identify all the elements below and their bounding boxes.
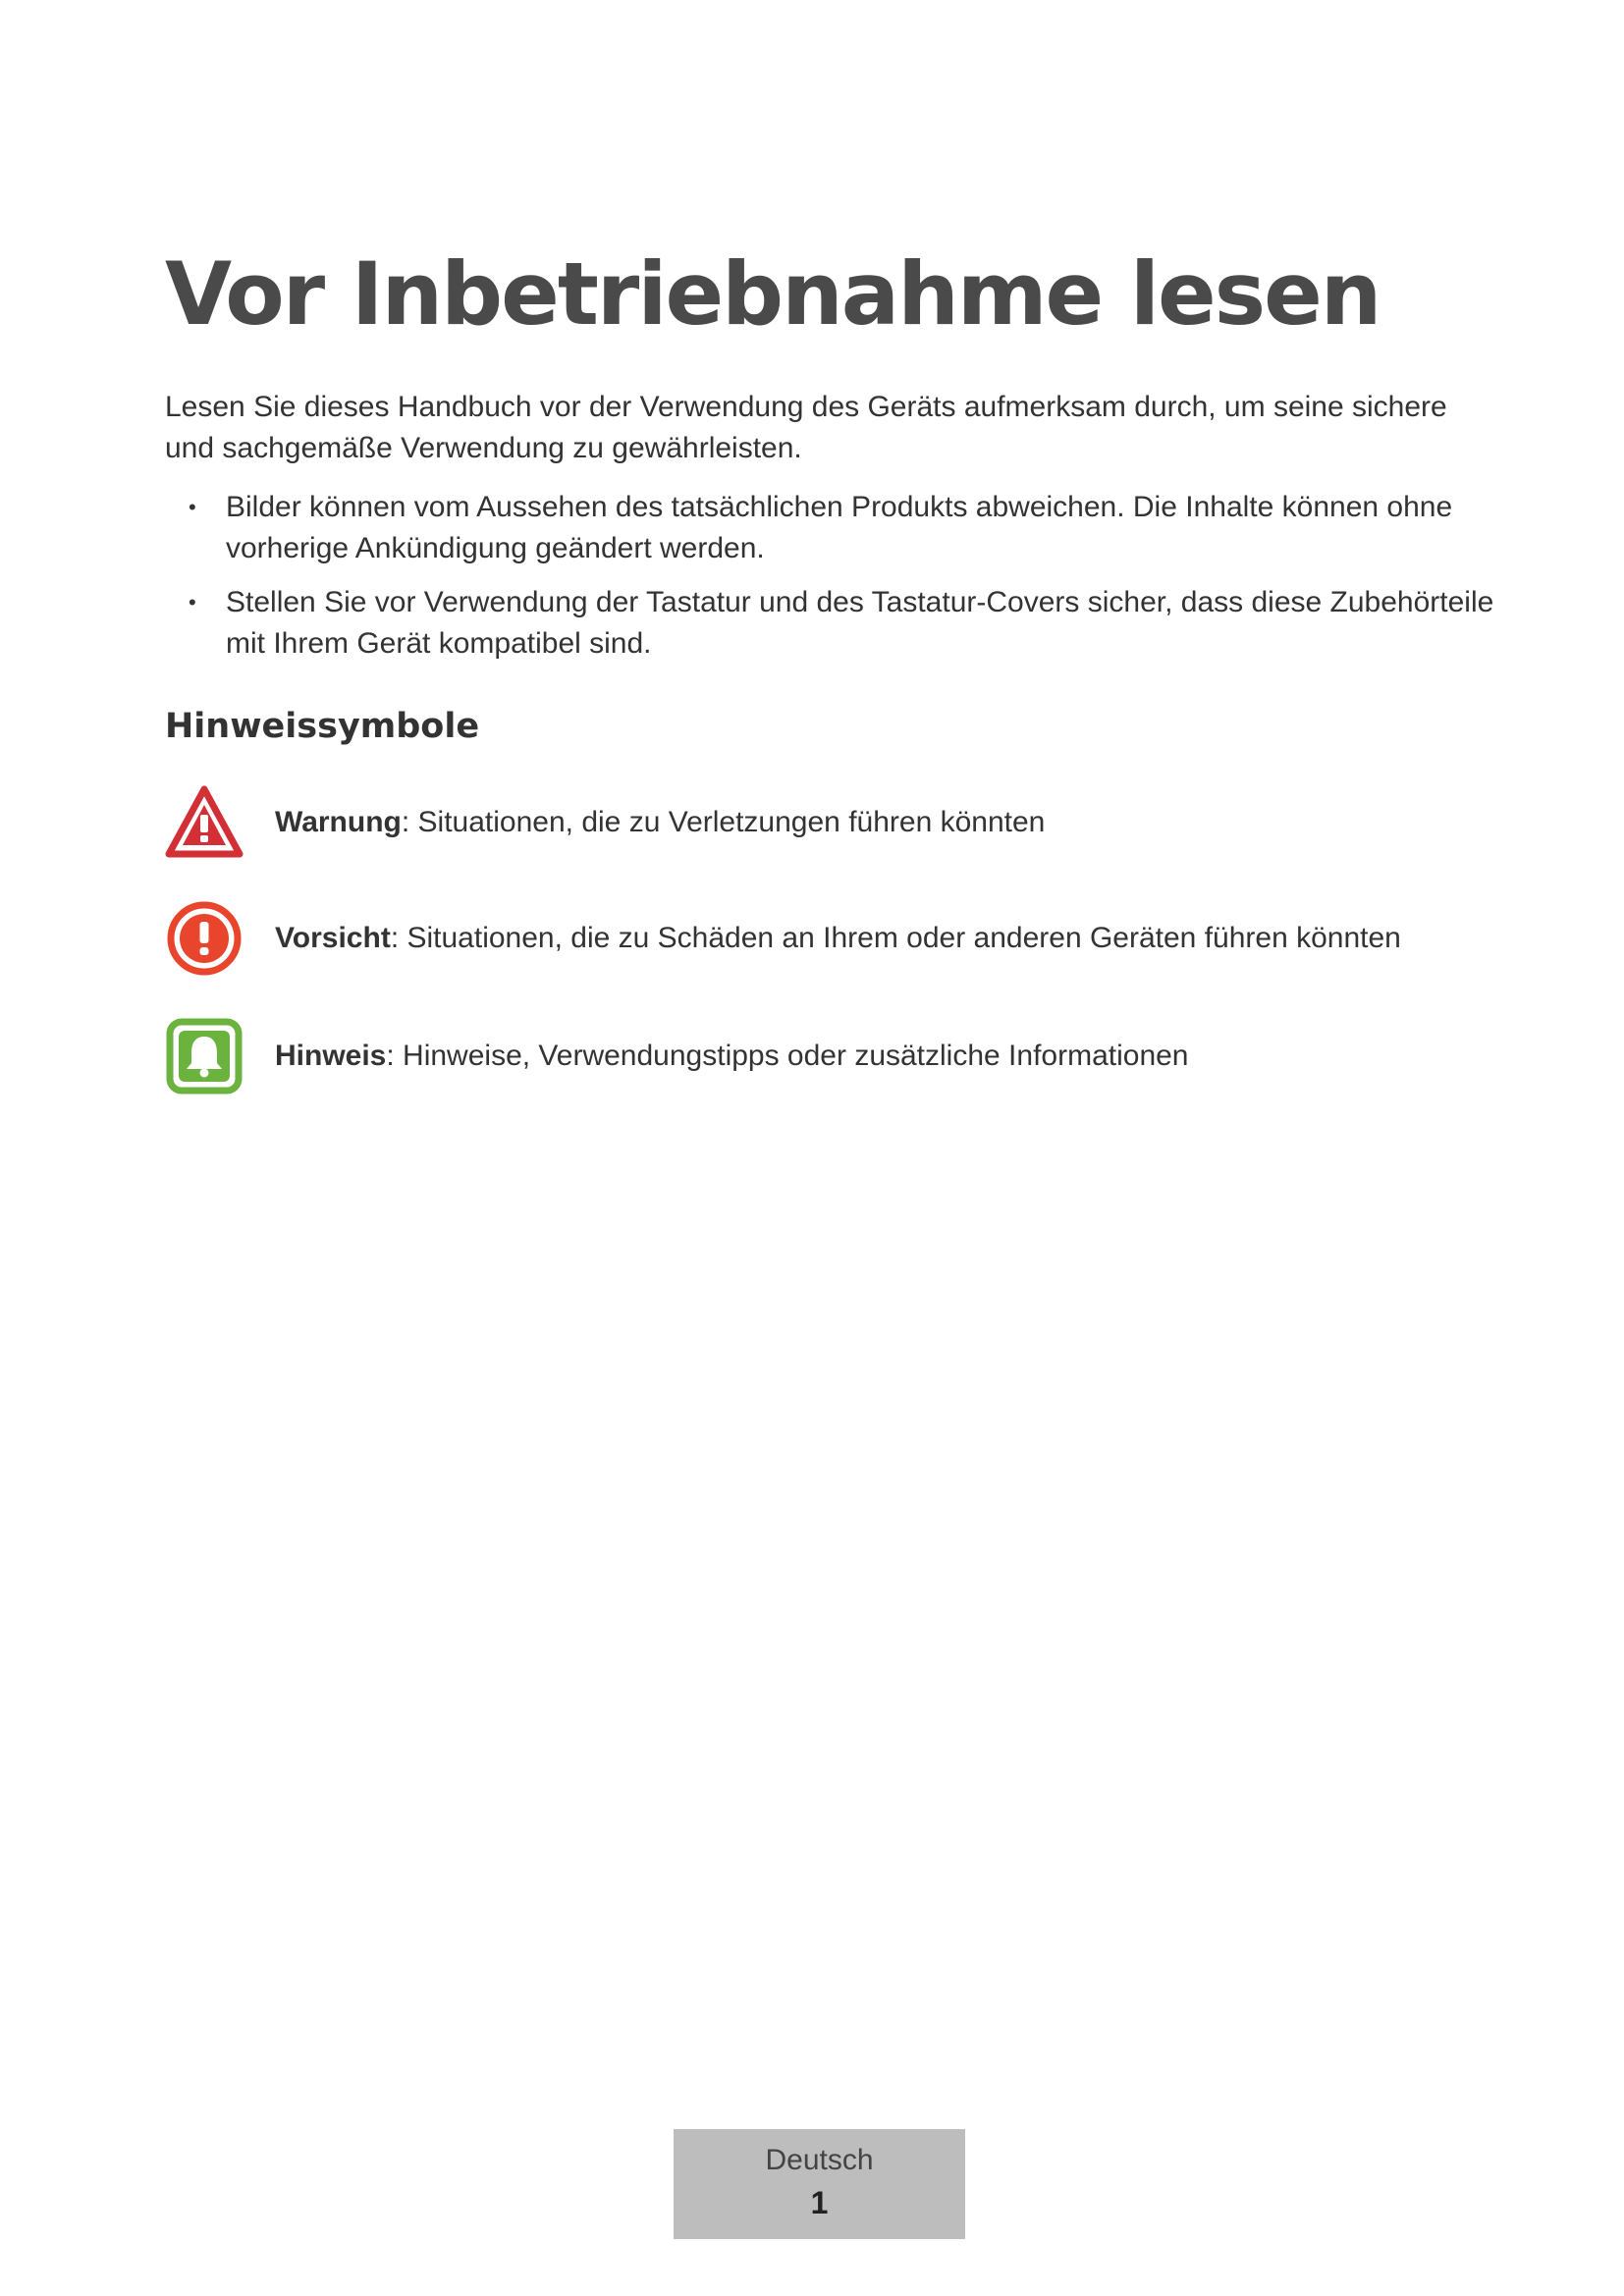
page-footer bbox=[674, 2129, 965, 2239]
notice-caution bbox=[165, 899, 1500, 978]
section-heading: Hinweissymbole bbox=[165, 707, 480, 746]
bullet-dot: • bbox=[189, 590, 196, 614]
bullet-item bbox=[165, 582, 1500, 665]
bullet-text: Stellen Sie vor Verwendung der Tastatur und des Tastatur-Covers sicher, dass diese Zubehörteile mit Ihrem Gerät kompatibel sind. bbox=[226, 586, 1494, 660]
notice-label: Warnung bbox=[275, 806, 402, 838]
notice-warning bbox=[165, 783, 1500, 862]
notice-warning-text bbox=[275, 803, 1045, 842]
bullet-item bbox=[165, 487, 1500, 569]
bullet-dot: • bbox=[189, 495, 196, 519]
notice-note-text bbox=[275, 1037, 1189, 1076]
notice-note bbox=[165, 1017, 1500, 1095]
page-number: 1 bbox=[810, 2185, 829, 2220]
notice-label: Hinweis bbox=[275, 1040, 387, 1072]
notice-description: : Situationen, die zu Verletzungen führen könnten bbox=[401, 806, 1046, 838]
bullet-list bbox=[165, 487, 1500, 677]
notice-caution-text bbox=[275, 919, 1401, 958]
notice-description: : Situationen, die zu Schäden an Ihrem oder anderen Geräten führen könnten bbox=[390, 922, 1401, 954]
note-bell-icon bbox=[165, 1017, 244, 1095]
notice-label: Vorsicht bbox=[275, 922, 391, 954]
bullet-text: Bilder können vom Aussehen des tatsächlichen Produkts abweichen. Die Inhalte können ohne vorherige Ankündigung geändert werden. bbox=[226, 491, 1453, 564]
warning-triangle-icon bbox=[165, 783, 244, 862]
page-title: Vor Inbetriebnahme lesen bbox=[165, 243, 1380, 345]
intro-paragraph: Lesen Sie dieses Handbuch vor der Verwendung des Geräts aufmerksam durch, um seine sichere und sachgemäße Verwendung zu gewährleisten. bbox=[165, 391, 1447, 464]
notice-description: : Hinweise, Verwendungstipps oder zusätzliche Informationen bbox=[386, 1040, 1189, 1072]
caution-circle-icon bbox=[165, 899, 244, 978]
footer-language: Deutsch bbox=[765, 2144, 874, 2176]
